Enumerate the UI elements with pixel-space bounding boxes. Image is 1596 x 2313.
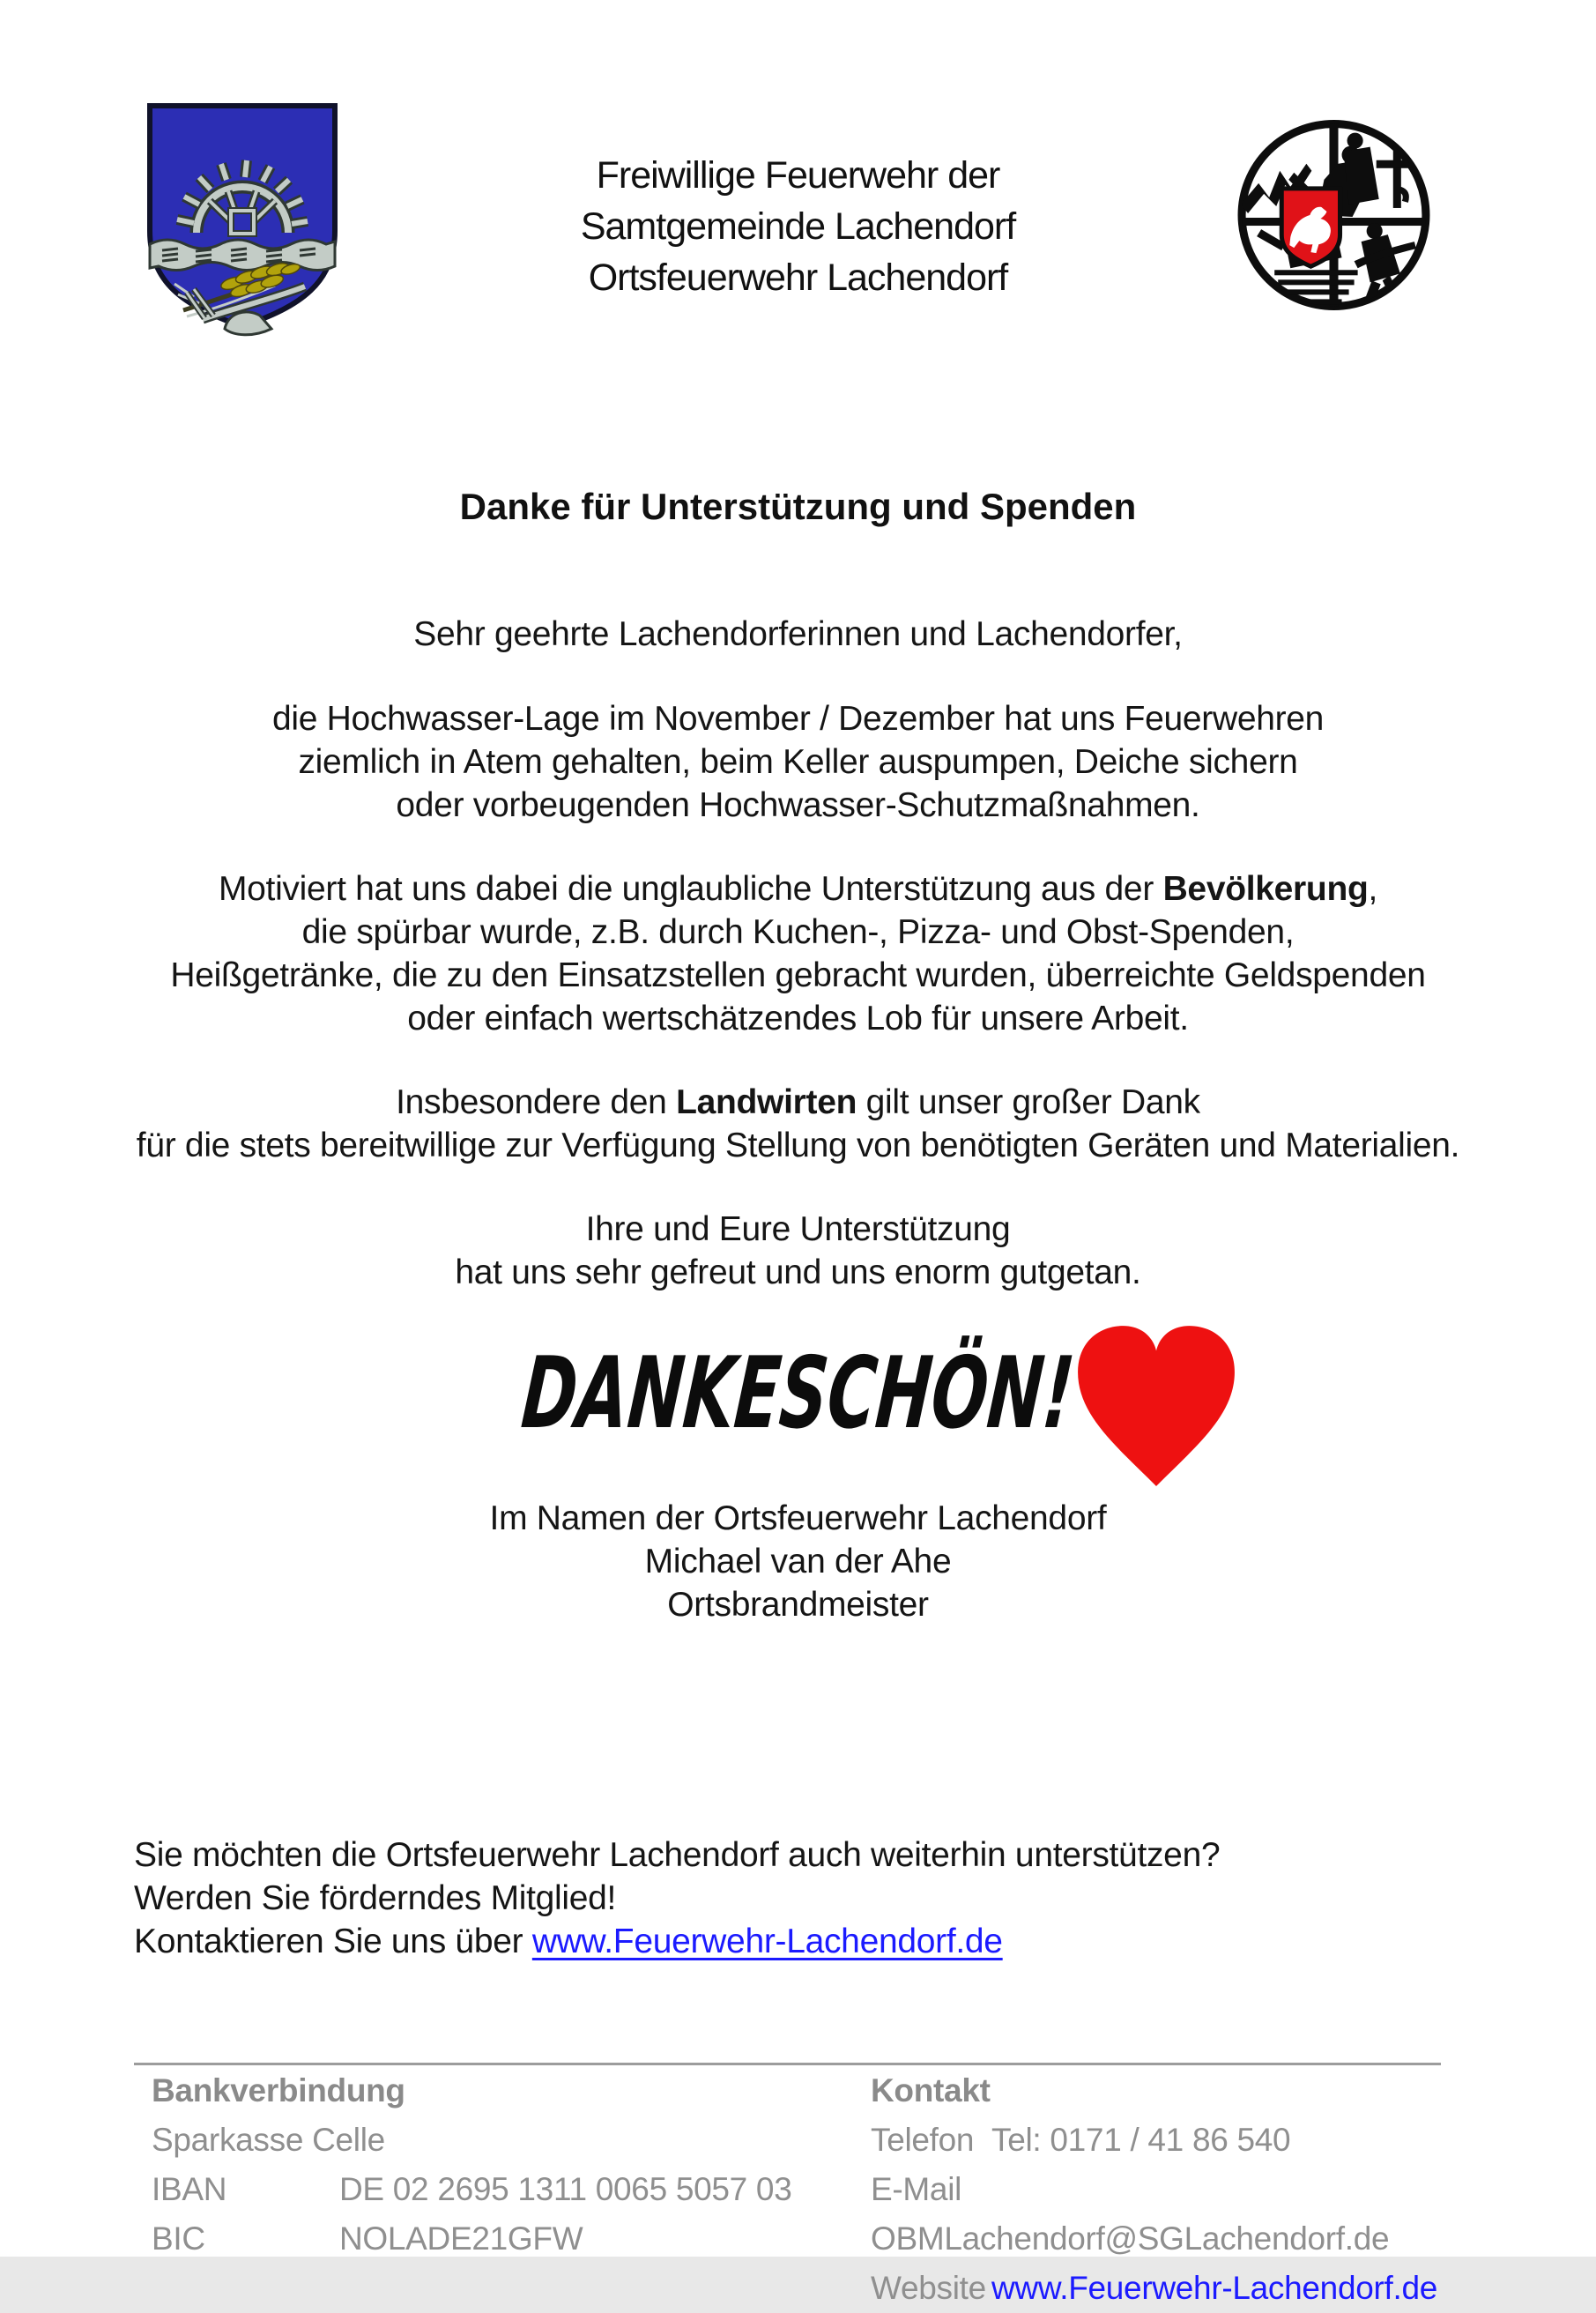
fire-brigade-emblem-icon (1232, 117, 1436, 315)
website-link[interactable]: www.Feuerwehr-Lachendorf.de (531, 1923, 1003, 1960)
document-title: Danke für Unterstützung und Spenden (459, 486, 1137, 527)
bank-bic-value: NOLADE21GFW (339, 2220, 583, 2257)
paragraph-bold-text: Landwirten (676, 1083, 857, 1121)
paragraph-line (0, 867, 1596, 911)
organization-title-line1: Freiwillige Feuerwehr der (596, 154, 1000, 197)
bank-iban-row (152, 2165, 839, 2214)
contact-phone-value: Tel: 0171 / 41 86 540 (991, 2122, 1291, 2158)
bank-heading: Bankverbindung (152, 2072, 405, 2108)
paragraph-text: , (1368, 870, 1378, 908)
paragraph-text: gilt unser großer Dank (857, 1083, 1200, 1121)
signature-role: Ortsbrandmeister (667, 1586, 929, 1624)
contact-website-row (871, 2264, 1488, 2313)
contact-email-value: OBMLachendorf@SGLachendorf.de (871, 2220, 1390, 2257)
salutation: Sehr geehrte Lachendorferinnen und Lachendorfer, (413, 615, 1183, 653)
footer-divider (134, 2063, 1441, 2065)
footer-bank-details (152, 2066, 839, 2264)
footer-contact-details (871, 2066, 1488, 2313)
contact-phone-label: Telefon (871, 2122, 975, 2158)
membership-line1: Sie möchten die Ortsfeuerwehr Lachendorf auch weiterhin unterstützen? (134, 1836, 1221, 1874)
contact-phone-row (871, 2116, 1488, 2165)
paragraph-line: oder einfach wertschätzendes Lob für unsere Arbeit. (407, 1000, 1189, 1038)
contact-website-label: Website (871, 2270, 986, 2306)
paragraph-farmers-thanks (0, 1081, 1596, 1167)
paragraph-population-support (0, 867, 1596, 1040)
membership-line3 (134, 1920, 1456, 1963)
organization-title-line2: Samtgemeinde Lachendorf (580, 205, 1016, 248)
paragraph-line: ziemlich in Atem gehalten, beim Keller auspumpen, Deiche sichern (298, 743, 1298, 781)
paragraph-bold-text: Bevölkerung (1162, 870, 1369, 908)
bank-iban-value: DE 02 2695 1311 0065 5057 03 (339, 2171, 792, 2207)
paragraph-flood-situation (0, 697, 1596, 827)
membership-contact-text: Kontaktieren Sie uns über (134, 1923, 532, 1960)
paragraph-line: Heißgetränke, die zu den Einsatzstellen gebracht wurden, überreichte Geldspenden (170, 956, 1426, 994)
signature-org-line: Im Namen der Ortsfeuerwehr Lachendorf (489, 1499, 1107, 1537)
heart-icon (1066, 1319, 1246, 1488)
paragraph-line: oder vorbeugenden Hochwasser-Schutzmaßnahmen. (396, 786, 1200, 824)
paragraph-line: die Hochwasser-Lage im November / Dezember hat uns Feuerwehren (271, 700, 1325, 738)
footer-website-link[interactable]: www.Feuerwehr-Lachendorf.de (991, 2270, 1438, 2306)
paragraph-support-gratitude (0, 1208, 1596, 1294)
paragraph-line: hat uns sehr gefreut und uns enorm gutgetan. (455, 1253, 1141, 1291)
contact-email-row (871, 2165, 1488, 2264)
bank-bic-row (152, 2214, 839, 2264)
bank-iban-label: IBAN (152, 2171, 227, 2207)
paragraph-line (0, 1081, 1596, 1124)
contact-heading: Kontakt (871, 2072, 991, 2108)
paragraph-line: Ihre und Eure Unterstützung (585, 1210, 1011, 1248)
membership-call-to-action (134, 1833, 1456, 1963)
membership-line2: Werden Sie förderndes Mitglied! (134, 1879, 617, 1917)
paragraph-line: für die stets bereitwillige zur Verfügung Stellung von benötigten Geräten und Materialien. (136, 1127, 1460, 1164)
paragraph-text: Motiviert hat uns dabei die unglaubliche Unterstützung aus der (218, 870, 1163, 908)
thank-you-headline: DANKESCHÖN! (517, 1336, 1079, 1451)
paragraph-text: Insbesondere den (396, 1083, 677, 1121)
bank-name: Sparkasse Celle (152, 2122, 385, 2158)
paragraph-line: die spürbar wurde, z.B. durch Kuchen-, Pizza- und Obst-Spenden, (301, 913, 1295, 951)
signature-name: Michael van der Ahe (644, 1543, 952, 1580)
contact-email-label: E-Mail (871, 2171, 962, 2207)
organization-title-line3: Ortsfeuerwehr Lachendorf (588, 257, 1008, 299)
bank-bic-label: BIC (152, 2220, 205, 2257)
signature-block (0, 1497, 1596, 1626)
